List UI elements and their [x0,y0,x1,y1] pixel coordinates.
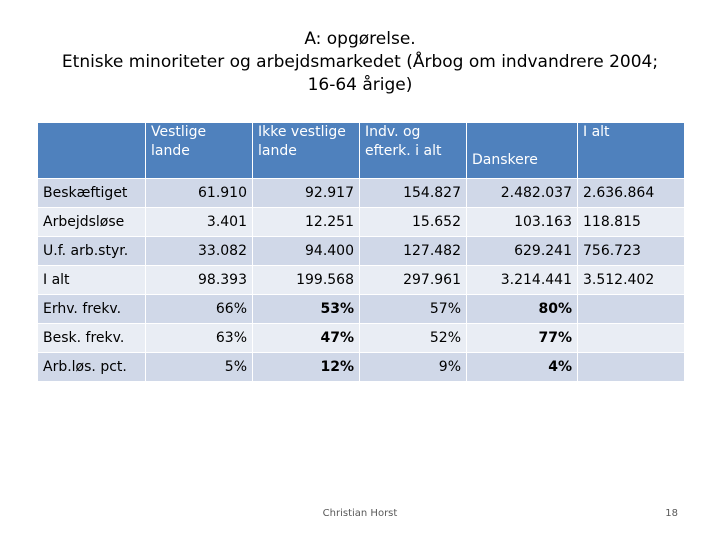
cell: 47% [253,323,360,352]
cell: 94.400 [253,236,360,265]
header-cell-danskere: Danskere [467,123,578,178]
table-header-row [38,123,684,178]
row-label: Beskæftiget [38,178,146,207]
cell: 2.636.864 [578,178,684,207]
cell: 53% [253,294,360,323]
header-cell-indv-efterk: Indv. og efterk. i alt [360,123,467,178]
cell: 12.251 [253,207,360,236]
cell: 2.482.037 [467,178,578,207]
cell: 63% [146,323,253,352]
cell: 629.241 [467,236,578,265]
cell: 297.961 [360,265,467,294]
header-cell-vestlige: Vestlige lande [146,123,253,178]
cell: 9% [360,352,467,381]
cell: 3.401 [146,207,253,236]
row-label: Besk. frekv. [38,323,146,352]
cell: 3.214.441 [467,265,578,294]
header-cell-empty [38,123,146,178]
header-cell-i-alt: I alt [578,123,684,178]
cell: 52% [360,323,467,352]
cell: 5% [146,352,253,381]
cell: 80% [467,294,578,323]
title-line-2: Etniske minoriteter og arbejdsmarkedet (Årbog om indvandrere 2004; [61,52,659,72]
cell: 4% [467,352,578,381]
slide-title [0,28,720,97]
title-line-1: A: opgørelse. [304,29,416,49]
page-number: 18 [665,508,678,519]
table-row [38,178,684,207]
row-label: U.f. arb.styr. [38,236,146,265]
cell: 15.652 [360,207,467,236]
table-row [38,207,684,236]
cell [578,352,684,381]
cell: 199.568 [253,265,360,294]
cell: 92.917 [253,178,360,207]
cell: 154.827 [360,178,467,207]
labor-market-table [38,123,684,381]
cell: 77% [467,323,578,352]
cell: 61.910 [146,178,253,207]
table-row [38,323,684,352]
row-label: Arb.løs. pct. [38,352,146,381]
cell: 756.723 [578,236,684,265]
cell: 103.163 [467,207,578,236]
title-line-3: 16-64 årige) [307,75,413,95]
cell: 66% [146,294,253,323]
cell: 33.082 [146,236,253,265]
table-row [38,265,684,294]
footer-author: Christian Horst [322,508,398,519]
cell: 118.815 [578,207,684,236]
header-cell-ikke-vestlige: Ikke vestlige lande [253,123,360,178]
table-row [38,236,684,265]
row-label: Erhv. frekv. [38,294,146,323]
cell: 98.393 [146,265,253,294]
cell [578,294,684,323]
cell [578,323,684,352]
cell: 12% [253,352,360,381]
table-row [38,294,684,323]
row-label: I alt [38,265,146,294]
cell: 127.482 [360,236,467,265]
cell: 57% [360,294,467,323]
row-label: Arbejdsløse [38,207,146,236]
table-row [38,352,684,381]
cell: 3.512.402 [578,265,684,294]
